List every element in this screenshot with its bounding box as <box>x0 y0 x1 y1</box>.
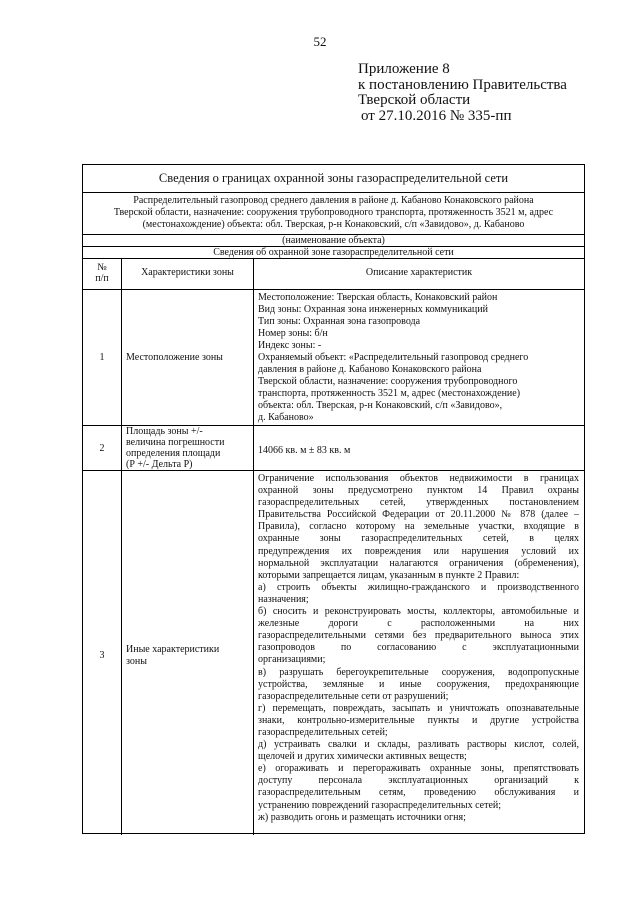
row-3-line: охранные зоны газораспределительных сетей, в целях <box>258 533 579 545</box>
row-2-name-line: величина погрешности <box>126 437 225 448</box>
row-3-line: охранной зоны предусмотрено пунктом 14 Правил охраны <box>258 485 579 497</box>
header-num: № <box>97 262 107 273</box>
row-3-line: доступу персонала эксплуатационных организаций к <box>258 775 579 787</box>
object-line-1: Распределительный газопровод среднего давления в районе д. Кабаново Конаковского района <box>133 195 534 206</box>
table-rule <box>83 470 584 471</box>
row-3-name-line: зоны <box>126 656 147 667</box>
row-1-line: Вид зоны: Охранная зона инженерных коммуникаций <box>258 304 488 315</box>
row-3-line: газораспределительными сетями без предварительного выноса этих <box>258 630 579 642</box>
object-line-2: Тверской области, назначение: сооружения трубопроводного транспорта, протяженность 3521 м, адрес <box>113 207 554 218</box>
row-3-line: газораспределительным сетям, проведению обслуживания и <box>258 787 579 799</box>
object-line-3: (местонахождение) объекта: обл. Тверская, р-н Конаковский, с/п «Завидово», д. Кабаново <box>142 219 525 230</box>
table-title: Сведения о границах охранной зоны газораспределительной сети <box>158 171 509 185</box>
header-num-sub: п/п <box>95 273 109 284</box>
row-3-line: щелочей и других химически активных веществ; <box>258 751 467 763</box>
table-column-rule <box>121 258 122 835</box>
appendix-line-1: Приложение 8 <box>358 61 450 77</box>
row-1-line: Индекс зоны: - <box>258 340 322 351</box>
row-2-num: 2 <box>99 443 105 454</box>
row-3-description <box>258 473 579 824</box>
table-rule <box>83 192 584 193</box>
row-3-line: д) устраивать свалки и склады, разливать растворы кислот, солей, <box>258 739 579 751</box>
zone-table <box>82 164 585 834</box>
section-title: Сведения об охранной зоне газораспределительной сети <box>213 247 454 258</box>
row-3-name-line: Иные характеристики <box>126 644 220 655</box>
row-1-line: транспорта, протяженность 3521 м, адрес (местонахождение) <box>258 388 521 399</box>
row-3-line: газораспределительных сетей, утвержденных постановлением <box>258 497 579 509</box>
row-3-num: 3 <box>99 650 105 661</box>
row-1-line: объекта: обл. Тверская, р-н Конаковский, с/п «Завидово», <box>258 400 503 411</box>
row-1-line: Номер зоны: б/н <box>258 328 328 339</box>
row-2-name-line: определения площади <box>126 448 221 459</box>
row-3-line: Правительства Российской Федерации от 20.11.2000 № 878 (далее – <box>258 509 579 521</box>
row-1-line: Тверской области, назначение: сооружения трубопроводного <box>258 376 518 387</box>
row-3-line: нормальной эксплуатации налагаются ограничения (обременения), <box>258 557 579 569</box>
table-rule <box>83 289 584 290</box>
row-1-line: д. Кабаново» <box>258 412 314 423</box>
row-3-line: б) сносить и реконструировать мосты, коллекторы, автомобильные и <box>258 606 579 618</box>
row-1-description <box>258 292 578 424</box>
row-1-line: давления в районе д. Кабаново Конаковского района <box>258 364 482 375</box>
row-3-line: ж) разводить огонь и размещать источники огня; <box>258 811 466 823</box>
row-2-value: 14066 кв. м ± 83 кв. м <box>258 445 351 456</box>
row-3-line: газораспределительных сетей; <box>258 726 388 738</box>
row-3-line: Правила), согласно которому на земельные участки, входящие в <box>258 521 579 533</box>
table-column-rule <box>253 258 254 835</box>
row-3-line: которыми запрещается лицам, указанным в пункте 2 Правил: <box>258 569 520 581</box>
row-1-line: Охраняемый объект: «Распределительный газопровод среднего <box>258 352 529 363</box>
row-3-line: в) разрушать берегоукрепительные сооружения, водопропускные <box>258 666 579 678</box>
row-3-line: предупреждения их повреждения или нарушения условий их <box>258 545 579 557</box>
row-3-line: Ограничение использования объектов недвижимости в границах <box>258 473 579 484</box>
appendix-line-2: к постановлению Правительства <box>358 76 567 93</box>
row-3-line: устранению повреждений газораспределительных сетей; <box>258 799 502 811</box>
row-3-line: назначения; <box>258 593 309 605</box>
row-3-line: газораспределительные сети от разрушений; <box>258 690 449 702</box>
row-2-name-line: Площадь зоны +/- <box>126 426 203 437</box>
row-3-line: а) строить объекты жилищно-гражданского и производственного <box>258 581 579 593</box>
header-characteristics: Характеристики зоны <box>141 267 234 278</box>
row-2-name-line: (Р +/- Дельта Р) <box>126 459 193 470</box>
appendix-header <box>358 62 567 124</box>
row-3-line: устройства, земляные и иные сооружения, предохраняющие <box>258 678 579 690</box>
header-description: Описание характеристик <box>365 267 473 278</box>
row-3-line: газопроводов по согласованию с эксплуатационными <box>258 642 579 654</box>
row-1-line: Тип зоны: Охранная зона газопровода <box>258 316 421 327</box>
appendix-line-4: от 27.10.2016 № 335-пп <box>361 107 512 124</box>
row-3-line: г) перемещать, повреждать, засыпать и уничтожать опознавательные <box>258 702 579 714</box>
row-3-line: железные дороги с расположенными на них <box>258 618 579 630</box>
row-3-line: организациями; <box>258 654 326 666</box>
row-2-name <box>126 426 224 470</box>
page-number: 52 <box>313 34 327 49</box>
row-3-line: знаки, контрольно-измерительные пункты и другие устройства <box>258 714 579 726</box>
appendix-line-3: Тверской области <box>358 92 471 108</box>
row-3-name <box>126 644 219 668</box>
row-1-name: Местоположение зоны <box>126 352 223 363</box>
object-caption: (наименование объекта) <box>282 235 385 246</box>
row-3-line: е) огораживать и перегораживать охранные зоны, препятствовать <box>258 763 579 775</box>
row-1-line: Местоположение: Тверская область, Конаковский район <box>258 292 498 303</box>
row-1-num: 1 <box>99 352 105 363</box>
